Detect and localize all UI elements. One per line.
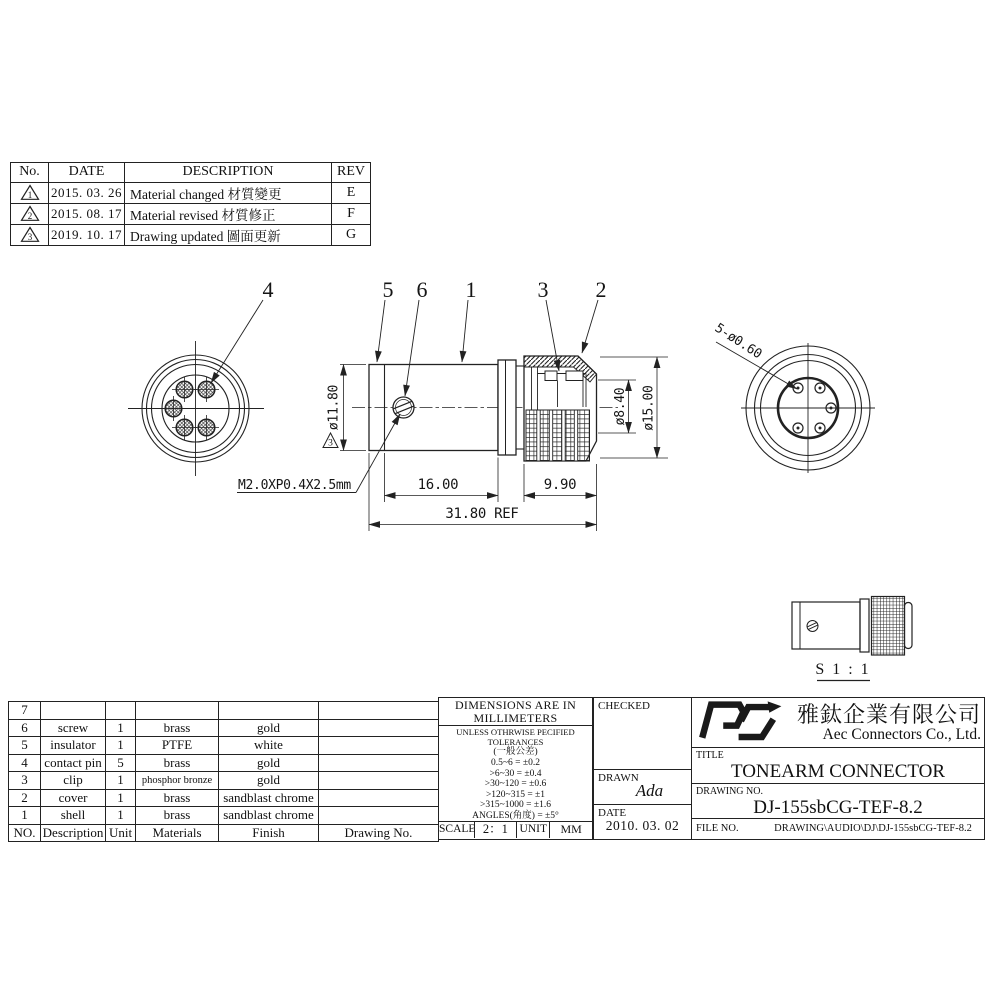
revision-header-row <box>11 163 371 183</box>
triangle-marker-icon <box>20 226 40 243</box>
balloon-4-leader <box>211 300 263 383</box>
rev-triangle-1 <box>11 182 49 203</box>
tolerance-item: 0.5~6 = ±0.2 <box>491 758 540 768</box>
part-finish: gold <box>219 772 319 790</box>
dim-knurl-len <box>524 464 597 531</box>
front-view <box>128 300 264 476</box>
parts-col-materials: Materials <box>136 824 219 842</box>
svg-text:2: 2 <box>27 211 32 221</box>
rev-letter: E <box>332 182 371 203</box>
part-finish: sandblast chrome <box>219 807 319 825</box>
tolerance-note2: TOLERANCES <box>487 736 544 747</box>
revision-row <box>11 224 371 245</box>
s11-knurl <box>872 597 905 656</box>
part-drawing-no <box>319 702 439 720</box>
dim-body-len-text: 16.00 <box>417 477 459 493</box>
rev-flag-3-num: 3 <box>328 438 333 449</box>
part-no: 5 <box>9 737 41 755</box>
part-drawing-no <box>319 754 439 772</box>
rev-triangle-2 <box>11 203 49 224</box>
tolerance-list <box>439 726 592 822</box>
part-unit: 5 <box>106 754 136 772</box>
part-materials: brass <box>136 719 219 737</box>
part-description: contact pin <box>41 754 106 772</box>
date-cell <box>594 805 691 838</box>
revision-table <box>10 162 371 246</box>
rear-view <box>716 342 875 473</box>
file-no-value: DRAWING\AUDIO\DJ\DJ-155sbCG-TEF-8.2 <box>774 822 972 834</box>
dim-overall-len-text: 31.80 REF <box>445 506 519 522</box>
pin <box>172 415 197 440</box>
part-materials: brass <box>136 754 219 772</box>
parts-row <box>9 772 439 790</box>
balloon-1-leader <box>462 300 468 362</box>
parts-row <box>9 719 439 737</box>
balloon-6-leader <box>405 300 419 396</box>
checked-label: CHECKED <box>598 700 650 712</box>
revision-row <box>11 182 371 203</box>
scale-view-label: S 1 : 1 <box>815 661 871 678</box>
parts-col-drawing-no: Drawing No. <box>319 824 439 842</box>
rev-letter: G <box>332 224 371 245</box>
dimensions-note-line1: DIMENSIONS ARE IN <box>454 698 577 712</box>
part-finish: sandblast chrome <box>219 789 319 807</box>
part-description: cover <box>41 789 106 807</box>
drawing-no-value: DJ-155sbCG-TEF-8.2 <box>753 797 923 818</box>
rev-date: 2019. 10. 17 <box>49 224 125 245</box>
dim-cap-dia-text: ø15.00 <box>641 385 657 431</box>
parts-col-no: NO. <box>9 824 41 842</box>
part-no: 7 <box>9 702 41 720</box>
part-description: screw <box>41 719 106 737</box>
balloon-3: 3 <box>537 277 549 302</box>
drawn-signature: Ada <box>635 781 664 800</box>
s11-flange <box>860 599 869 652</box>
part-materials: PTFE <box>136 737 219 755</box>
part-no: 3 <box>9 772 41 790</box>
drawing-no-row <box>692 784 984 819</box>
part-drawing-no <box>319 789 439 807</box>
title-row <box>692 748 984 784</box>
part-description: clip <box>41 772 106 790</box>
clip-tab <box>566 371 583 381</box>
s11-body <box>792 602 860 649</box>
part-description: insulator <box>41 737 106 755</box>
part-materials: phosphor bronze <box>136 772 219 790</box>
drawing-title: TONEARM CONNECTOR <box>730 761 946 782</box>
tolerance-block <box>438 697 593 840</box>
part-no: 2 <box>9 789 41 807</box>
scale-label: SCALE <box>439 822 475 838</box>
rev-col-description: DESCRIPTION <box>125 163 332 183</box>
company-logo <box>692 699 784 746</box>
part-unit <box>106 702 136 720</box>
triangle-marker-icon <box>20 184 40 201</box>
part-finish: gold <box>219 754 319 772</box>
part-description: shell <box>41 807 106 825</box>
balloon-1: 1 <box>465 277 477 302</box>
part-unit: 1 <box>106 789 136 807</box>
file-no-row <box>692 819 984 839</box>
knurl <box>526 410 590 461</box>
flange <box>498 360 516 455</box>
part-drawing-no <box>319 807 439 825</box>
title-block <box>691 697 985 840</box>
part-unit: 1 <box>106 772 136 790</box>
drawn-label: DRAWN <box>598 772 639 784</box>
parts-header-row <box>9 824 439 842</box>
company-name-en: Aec Connectors Co., Ltd. <box>822 725 981 743</box>
thread-callout-text: M2.0XP0.4X2.5mm <box>238 478 351 493</box>
set-screw <box>393 397 414 418</box>
parts-row <box>9 754 439 772</box>
checked-cell <box>594 698 691 770</box>
part-materials <box>136 702 219 720</box>
rev-description: Drawing updated 圖面更新 <box>125 224 332 245</box>
file-no-label: FILE NO. <box>696 822 739 834</box>
part-materials: brass <box>136 789 219 807</box>
drawn-cell <box>594 770 691 805</box>
date-label: DATE <box>598 807 627 819</box>
unit-value: MM <box>560 822 582 836</box>
triangle-marker-icon <box>20 205 40 222</box>
parts-table <box>8 701 439 842</box>
part-unit: 1 <box>106 719 136 737</box>
tolerance-item: >30~120 = ±0.6 <box>484 779 547 790</box>
parts-row <box>9 807 439 825</box>
part-unit: 1 <box>106 807 136 825</box>
part-finish: white <box>219 737 319 755</box>
dimensions-note-line2: MILLIMETERS <box>473 711 558 725</box>
part-drawing-no <box>319 737 439 755</box>
company-names <box>784 703 984 743</box>
tolerance-item: >120~315 = ±1 <box>485 789 546 800</box>
part-no: 6 <box>9 719 41 737</box>
balloon-6: 6 <box>416 277 428 302</box>
part-materials: brass <box>136 807 219 825</box>
rev-date: 2015. 08. 17 <box>49 203 125 224</box>
rev-description: Material changed 材質變更 <box>125 182 332 203</box>
part-drawing-no <box>319 719 439 737</box>
aec-logo-icon <box>697 699 785 741</box>
sign-block <box>593 697 691 840</box>
parts-col-finish: Finish <box>219 824 319 842</box>
part-no: 1 <box>9 807 41 825</box>
shell-body <box>369 365 498 451</box>
unit-label: UNIT <box>517 822 550 838</box>
rev-letter: F <box>332 203 371 224</box>
pin <box>194 415 219 440</box>
rev-col-no: No. <box>11 163 49 183</box>
pin <box>161 396 186 421</box>
s11-endcap <box>905 603 913 649</box>
tolerance-note3: (一般公差) <box>493 747 538 757</box>
side-view <box>237 300 668 531</box>
tolerance-note1: UNLESS OTHRWISE PECIFIED <box>456 727 575 737</box>
dimensions-note <box>439 698 592 726</box>
balloon-5: 5 <box>382 277 394 302</box>
parts-row <box>9 789 439 807</box>
cover-cap <box>524 356 597 461</box>
date-value: 2010. 03. 02 <box>605 818 680 833</box>
part-finish <box>219 702 319 720</box>
rev-date: 2015. 03. 26 <box>49 182 125 203</box>
dim-body-dia-text: ø11.80 <box>326 384 342 431</box>
parts-col-unit: Unit <box>106 824 136 842</box>
pin <box>194 377 219 402</box>
parts-row <box>9 702 439 720</box>
balloon-4: 4 <box>262 277 274 302</box>
pin <box>172 377 197 402</box>
rev-col-rev: REV <box>332 163 371 183</box>
company-row <box>692 698 984 748</box>
tolerance-item: ANGLES(角度) = ±5° <box>472 810 559 821</box>
balloon-5-leader <box>377 300 385 362</box>
part-no: 4 <box>9 754 41 772</box>
balloon-2-leader <box>582 300 598 353</box>
holes-callout-text: 5-ø0.60 <box>711 320 765 363</box>
rev-triangle-3 <box>11 224 49 245</box>
parts-row <box>9 737 439 755</box>
rev-col-date: DATE <box>49 163 125 183</box>
dim-bore-dia-text: ø8.40 <box>613 387 628 426</box>
part-finish: gold <box>219 719 319 737</box>
svg-text:1: 1 <box>27 190 32 200</box>
company-name-cn: 雅鈦企業有限公司 <box>796 701 981 727</box>
part-drawing-no <box>319 772 439 790</box>
part-unit: 1 <box>106 737 136 755</box>
drawing-no-label: DRAWING NO. <box>696 786 763 797</box>
part-description <box>41 702 106 720</box>
dim-knurl-len-text: 9.90 <box>543 477 577 493</box>
tolerance-item: >6~30 = ±0.4 <box>489 768 542 779</box>
rev-description: Material revised 材質修正 <box>125 203 332 224</box>
balloon-2: 2 <box>595 277 607 302</box>
svg-text:3: 3 <box>27 232 32 242</box>
parts-col-description: Description <box>41 824 106 842</box>
tolerance-item: >315~1000 = ±1.6 <box>480 800 551 811</box>
title-label: TITLE <box>696 750 724 761</box>
scale-value: 2：1 <box>475 822 518 838</box>
clip-tab <box>545 371 557 381</box>
revision-row <box>11 203 371 224</box>
scale-row <box>439 822 592 838</box>
